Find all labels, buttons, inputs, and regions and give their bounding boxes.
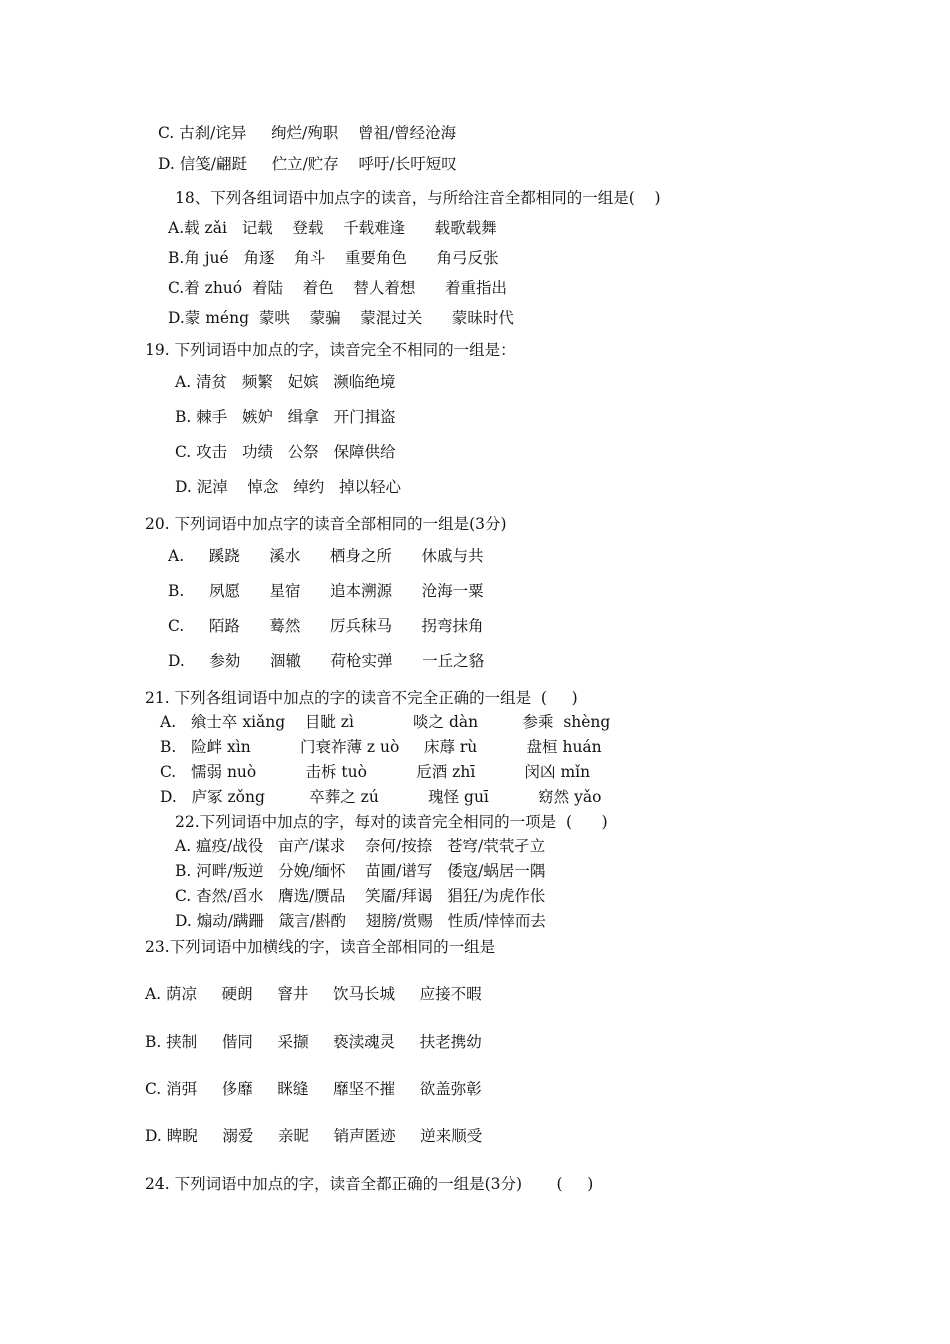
q21-option-d: D. 庐冢 zǒng 卒葬之 zú 瑰怪 guī 窈然 yǎo xyxy=(160,788,602,806)
q17-option-c: C. 古刹/诧异 绚烂/殉职 曾祖/曾经沧海 xyxy=(158,124,457,142)
q18-option-d: D.蒙 méng 蒙哄 蒙骗 蒙混过关 蒙昧时代 xyxy=(168,309,514,327)
q23-option-a: A. 荫凉 硬朗 窨井 饮马长城 应接不暇 xyxy=(145,985,482,1003)
q19-option-d: D. 泥淖 悼念 绰约 掉以轻心 xyxy=(175,478,401,496)
q20-option-a: A. 蹊跷 溪水 栖身之所 休戚与共 xyxy=(168,547,484,565)
q21-option-c: C. 懦弱 nuò 击柝 tuò 卮酒 zhī 闵凶 mǐn xyxy=(160,763,591,781)
q18-stem: 18、下列各组词语中加点字的读音，与所给注音全都相同的一组是( ) xyxy=(175,189,661,207)
q19-option-b: B. 棘手 嫉妒 缉拿 开门揖盗 xyxy=(175,408,396,426)
q22-stem: 22.下列词语中加点的字，每对的读音完全相同的一项是 ( ) xyxy=(175,813,608,831)
q24-stem: 24. 下列词语中加点的字，读音全都正确的一组是(3分) ( ) xyxy=(145,1175,594,1193)
q22-option-c: C. 杳然/舀水 膺选/赝品 笑靥/拜谒 猖狂/为虎作伥 xyxy=(175,887,546,905)
q18-option-b: B.角 jué 角逐 角斗 重要角色 角弓反张 xyxy=(168,249,499,267)
q21-option-b: B. 险衅 xìn 门衰祚薄 z uò 床蓐 rù 盘桓 huán xyxy=(160,738,602,756)
q22-option-d: D. 煽动/蹒跚 箴言/斟酌 翅膀/赏赐 性质/悻悻而去 xyxy=(175,912,546,930)
q19-option-a: A. 清贫 频繁 妃嫔 濒临绝境 xyxy=(175,373,396,391)
q20-option-c: C. 陌路 蓦然 厉兵秣马 拐弯抹角 xyxy=(168,617,484,635)
q23-stem: 23.下列词语中加横线的字，读音全部相同的一组是 xyxy=(145,938,496,956)
q17-option-d: D. 信笺/翩跹 伫立/贮存 呼吁/长吁短叹 xyxy=(158,155,457,173)
q19-option-c: C. 攻击 功绩 公祭 保障供给 xyxy=(175,443,396,461)
q20-option-d: D. 参劾 涸辙 荷枪实弹 一丘之貉 xyxy=(168,652,485,670)
q18-option-a: A.载 zǎi 记载 登载 千载难逢 载歌载舞 xyxy=(168,219,497,237)
q22-option-b: B. 河畔/叛逆 分娩/缅怀 苗圃/谱写 倭寇/蜗居一隅 xyxy=(175,862,546,880)
q19-stem: 19. 下列词语中加点的字，读音完全不相同的一组是： xyxy=(145,341,516,359)
q21-option-a: A. 飨士卒 xiǎng 目眦 zì 啖之 dàn 参乘 shèng xyxy=(160,713,611,731)
q23-option-b: B. 挟制 偕同 采撷 亵渎魂灵 扶老携幼 xyxy=(145,1033,482,1051)
q23-option-d: D. 睥睨 溺爱 亲昵 销声匿迹 逆来顺受 xyxy=(145,1127,483,1145)
q23-option-c: C. 消弭 侈靡 眯缝 靡坚不摧 欲盖弥彰 xyxy=(145,1080,482,1098)
q21-stem: 21. 下列各组词语中加点的字的读音不完全正确的一组是 ( ) xyxy=(145,689,578,707)
q20-stem: 20. 下列词语中加点字的读音全部相同的一组是(3分) xyxy=(145,515,507,533)
q20-option-b: B. 夙愿 星宿 追本溯源 沧海一粟 xyxy=(168,582,484,600)
q18-option-c: C.着 zhuó 着陆 着色 替人着想 着重指出 xyxy=(168,279,507,297)
q22-option-a: A. 瘟疫/战役 亩产/谋求 奈何/按捺 苍穹/茕茕孑立 xyxy=(175,837,546,855)
